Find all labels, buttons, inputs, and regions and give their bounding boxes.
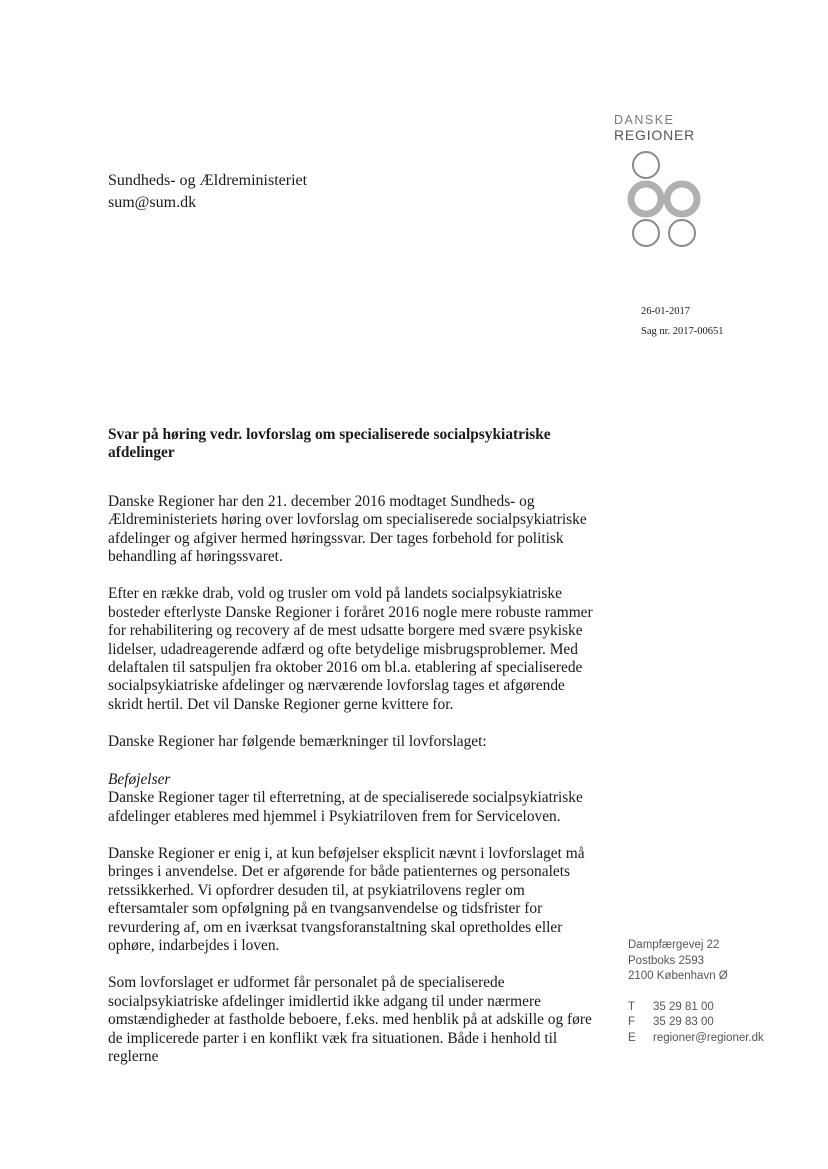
case-number: Sag nr. 2017-00651 bbox=[641, 326, 724, 337]
address-street: Dampfærgevej 22 bbox=[628, 939, 720, 951]
letter-title: Svar på høring vedr. lovforslag om specialiserede socialpsykiatriske afdelinger bbox=[108, 426, 551, 462]
section-heading: Beføjelser bbox=[108, 770, 171, 788]
address-box: Postboks 2593 bbox=[628, 954, 705, 967]
paragraph-1: Danske Regioner har den 21. december 2016 modtaget Sundheds- og Ældreministeriets høring over lovforslag om specialiserede socialpsykiatriske afdelinger og afgiver hermed høringssvar. Der tages forbehold for politisk behandling af høringssvaret. bbox=[108, 492, 587, 566]
address-block bbox=[628, 938, 764, 1046]
logo-line2: REGIONER bbox=[614, 127, 696, 143]
fax-number: 35 29 83 00 bbox=[653, 1016, 714, 1028]
meta-block bbox=[641, 302, 724, 342]
logo-line1: DANSKE bbox=[614, 113, 675, 127]
letter-date: 26-01-2017 bbox=[641, 306, 690, 317]
paragraph-3: Danske Regioner har følgende bemærkninger til lovforslaget: bbox=[108, 733, 487, 751]
recipient-name: Sundheds- og Ældreministeriet bbox=[108, 172, 308, 189]
phone-number: 35 29 81 00 bbox=[653, 1000, 714, 1013]
paragraph-2: Efter en række drab, vold og trusler om vold på landets socialpsykiatriske bosteder efterlyste Danske Regioner i foråret 2016 nogle mere robuste rammer for rehabilitering og recovery af de mest udsatte borgere med svære psykiske lidelser, udadreagerende adfærd og ofte betydelige misbrugsproblemer. Med delaftalen til satspuljen fra oktober 2016 om bl.a. etablering af specialiserede socialpsykiatriske afdelinger og nærværende lovforslag tages et afgørende skridt hertil. Det vil Danske Regioner gerne kvittere for. bbox=[108, 585, 593, 713]
paragraph-5: Danske Regioner er enig i, at kun beføjelser eksplicit nævnt i lovforslaget må bringes i anvendelse. Det er afgørende for både patienternes og personalets retssikkerhed. Vi opfordrer desuden til, at psykiatrilovens regler om eftersamtaler som opfølgning på en tvangsanvendelse og tidsfrister for revurdering af, om en iværksat tvangsforanstaltning skal opretholdes eller ophøre, indarbejdes i loven. bbox=[108, 844, 585, 954]
fax-row bbox=[628, 1015, 764, 1031]
paragraph-6: Som lovforslaget er udformet får personalet på de specialiserede socialpsykiatriske afdelinger imidlertid ikke adgang til under nærmere omstændigheder at fastholde beboere, f.eks. med henblik på at adskille og føre de implicerede parter i en konflikt væk fra situationen. Både i henhold til reglerne bbox=[108, 974, 592, 1065]
section-befojelser bbox=[108, 771, 598, 826]
logo-rings-icon bbox=[614, 147, 714, 247]
recipient-email: sum@sum.dk bbox=[108, 194, 197, 211]
danske-regioner-logo bbox=[614, 114, 724, 247]
email-address: regioner@regioner.dk bbox=[653, 1031, 764, 1044]
phone-label: T bbox=[628, 1000, 636, 1013]
paragraph-4: Danske Regioner tager til efterretning, at de specialiserede socialpsykiatriske afdelinger etableres med hjemmel i Psykiatriloven frem for Serviceloven. bbox=[108, 789, 583, 825]
address-city: 2100 København Ø bbox=[628, 970, 728, 982]
email-row bbox=[628, 1031, 764, 1047]
phone-row bbox=[628, 1000, 764, 1016]
email-label: E bbox=[628, 1031, 636, 1044]
fax-label: F bbox=[628, 1016, 636, 1028]
recipient-block bbox=[108, 170, 307, 214]
letter-body bbox=[108, 426, 598, 1085]
